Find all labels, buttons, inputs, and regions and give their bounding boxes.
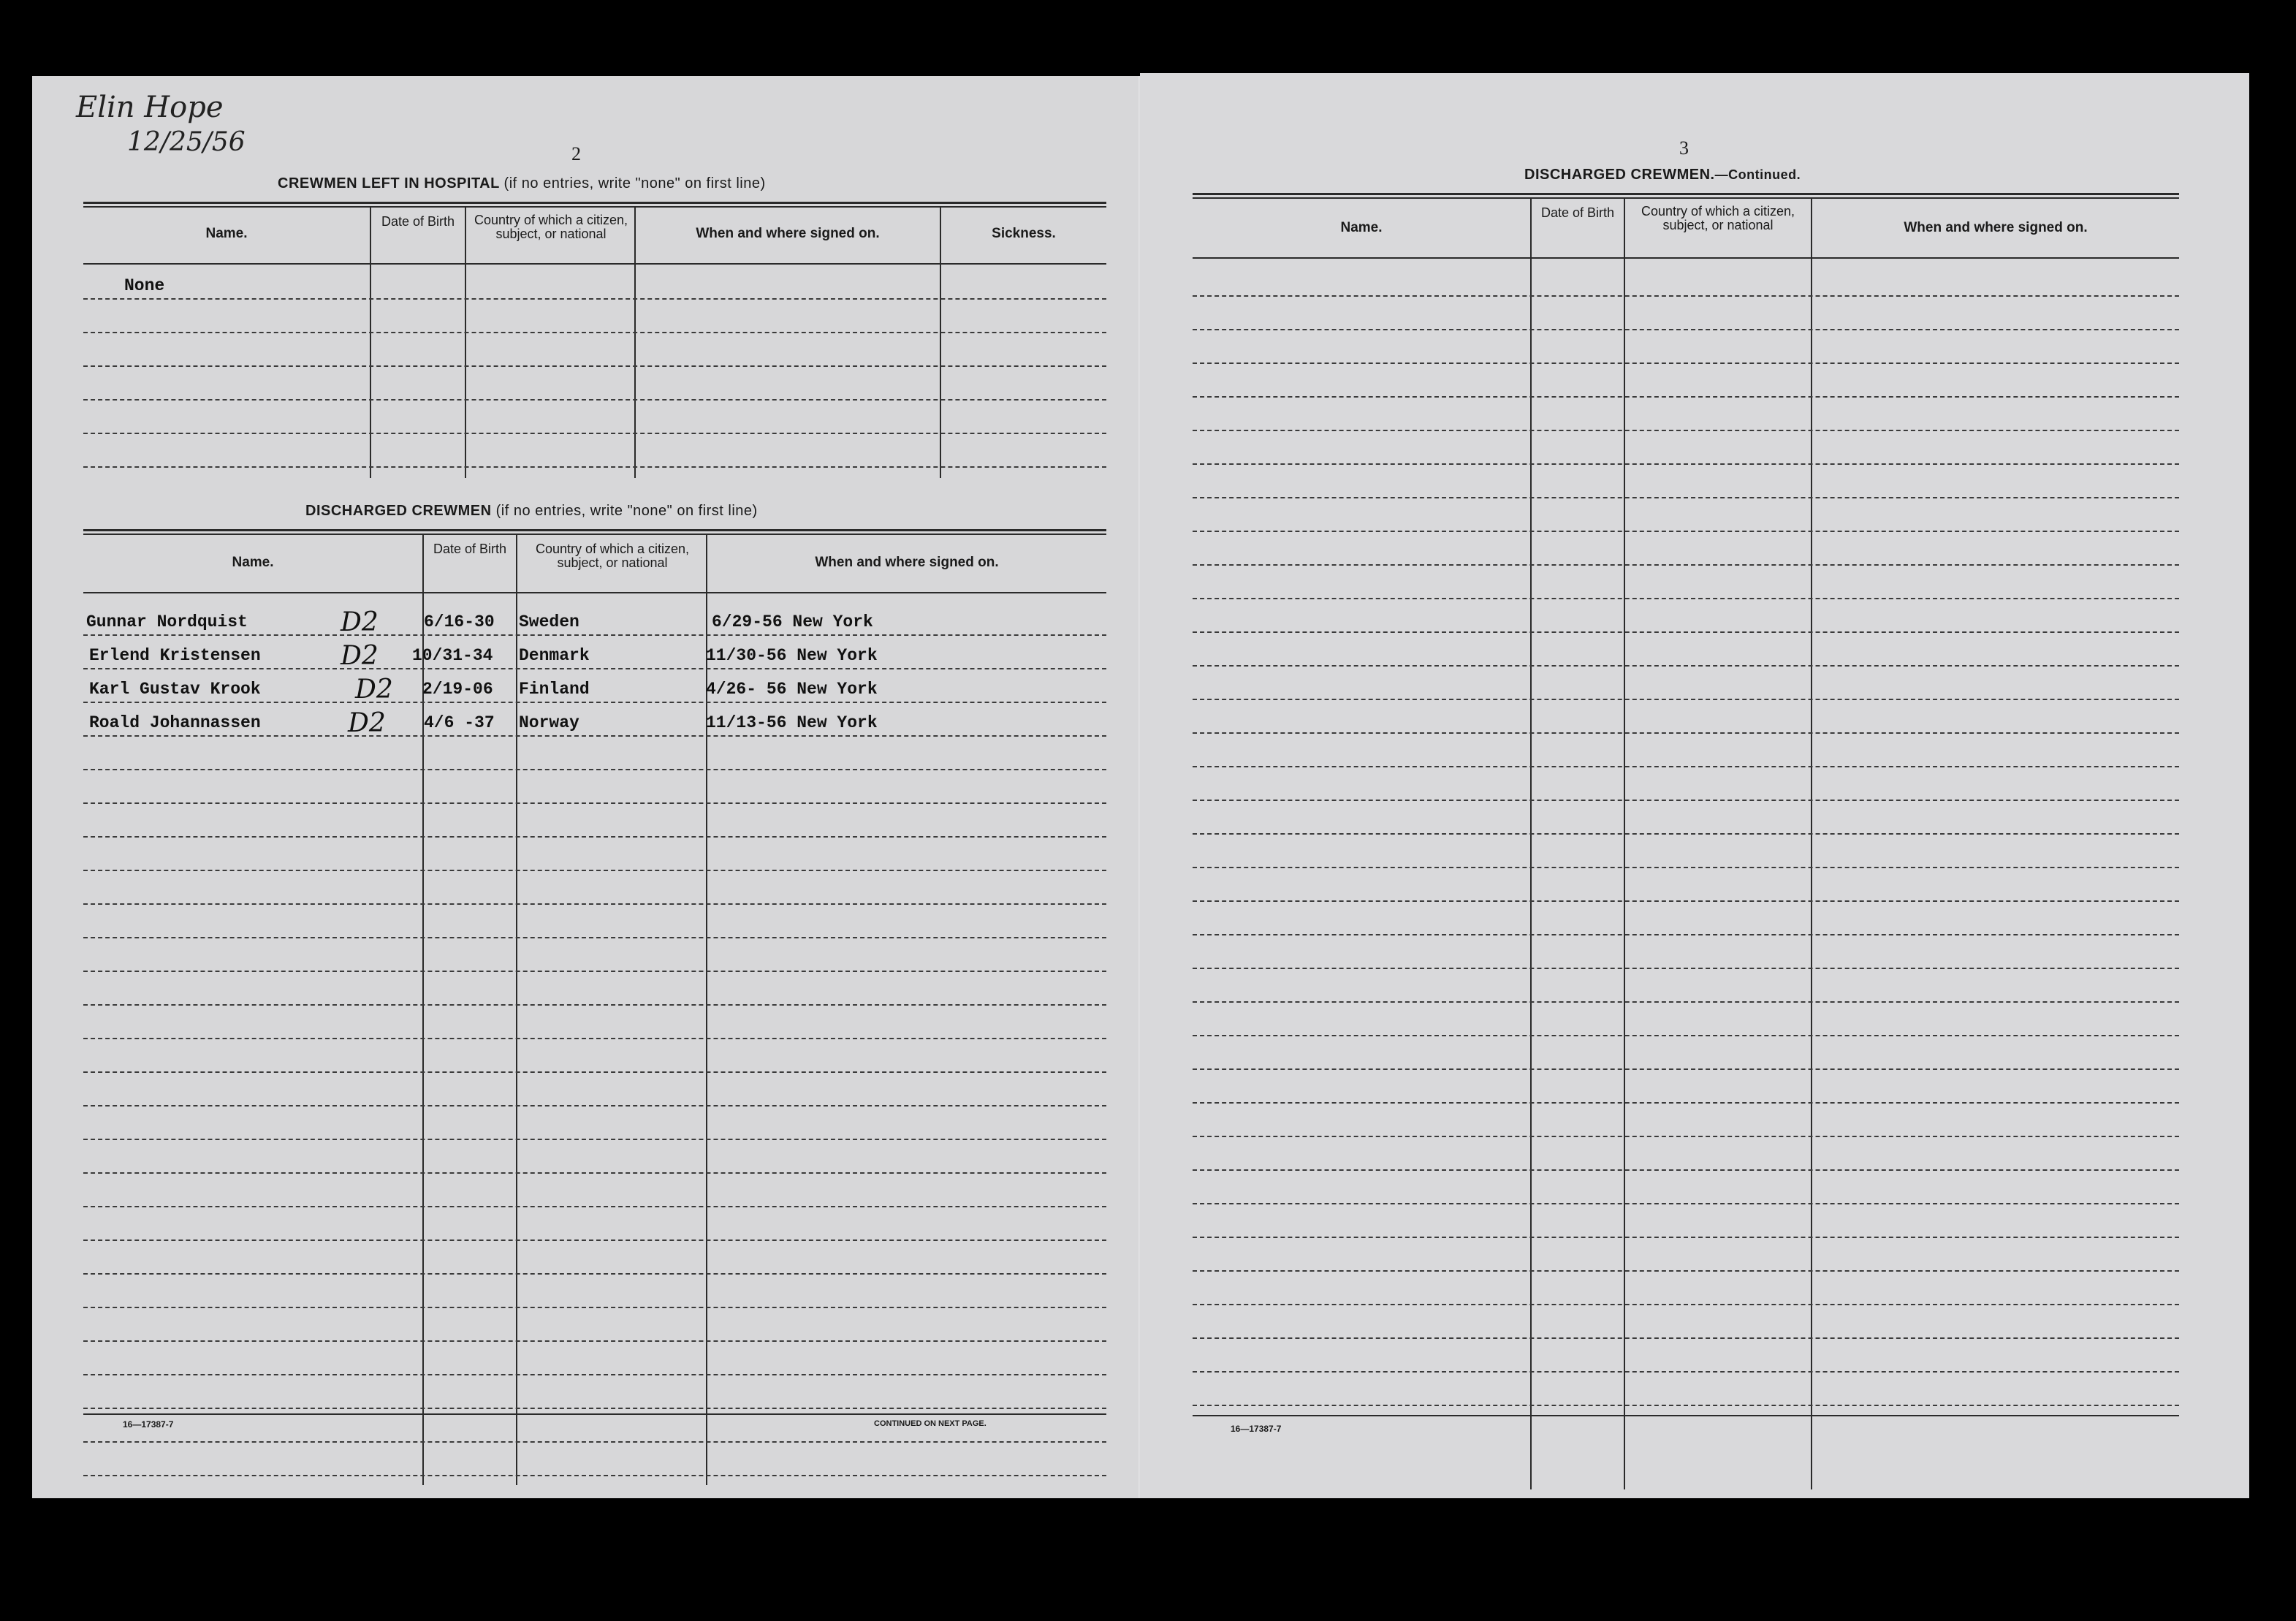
table-row <box>83 434 1106 468</box>
table-row <box>1193 801 2179 835</box>
crew-dob: 10/31-34 <box>412 646 493 665</box>
col-dob-header: Date of Birth <box>381 214 455 229</box>
table-row <box>1193 1238 2179 1272</box>
col-signed-header: When and where signed on. <box>815 555 999 570</box>
col-dob-header: Date of Birth <box>1540 205 1615 220</box>
table-row <box>83 1308 1106 1342</box>
hospital-section-title: CREWMEN LEFT IN HOSPITAL (if no entries, write "none" on first line) <box>278 175 766 191</box>
table-row <box>1193 935 2179 969</box>
crew-name: Roald Johannassen <box>89 713 261 732</box>
col-name-header: Name. <box>232 555 274 570</box>
table-row <box>1193 700 2179 734</box>
table-row <box>1193 1204 2179 1238</box>
col-country-header: Country of which a citizen, subject, or national <box>474 213 628 241</box>
left-page <box>32 76 1139 1498</box>
table-row <box>83 737 1106 770</box>
col-name-header: Name. <box>1340 220 1383 235</box>
discharge-mark: D2 <box>348 708 386 738</box>
table-row <box>83 1375 1106 1409</box>
table-row <box>1193 835 2179 868</box>
table-row <box>83 1140 1106 1174</box>
table-row <box>1193 465 2179 498</box>
table-row <box>83 938 1106 972</box>
table-row <box>1193 398 2179 431</box>
table-row <box>83 804 1106 838</box>
col-signed-header: When and where signed on. <box>696 226 880 241</box>
table-row <box>83 1241 1106 1275</box>
form-number: 16—17387-7 <box>1231 1424 1282 1434</box>
table-row <box>83 300 1106 333</box>
table-row <box>1193 599 2179 633</box>
table-row <box>83 265 1106 300</box>
col-sickness-header: Sickness. <box>992 226 1056 241</box>
table-row <box>83 1342 1106 1375</box>
handwritten-date: 12/25/56 <box>127 127 246 157</box>
crew-dob: 4/6 -37 <box>424 713 495 732</box>
table-row <box>83 1207 1106 1241</box>
table-row <box>83 838 1106 871</box>
table-row <box>83 636 1106 669</box>
table-row <box>1193 734 2179 767</box>
table-row <box>1193 667 2179 700</box>
table-row <box>83 770 1106 804</box>
table-row <box>1193 1305 2179 1339</box>
crew-country: Finland <box>519 680 590 699</box>
table-row <box>83 1174 1106 1207</box>
discharge-mark: D2 <box>341 607 379 637</box>
table-row <box>1193 1373 2179 1406</box>
crew-signed-on: 11/30-56 New York <box>706 646 878 665</box>
page-number: 3 <box>1679 137 1689 159</box>
table-row <box>1193 868 2179 902</box>
table-row <box>1193 1003 2179 1036</box>
table-row <box>1193 1036 2179 1070</box>
table-row <box>1193 498 2179 532</box>
hospital-rows <box>83 265 1106 468</box>
table-row <box>83 905 1106 938</box>
discharge-mark: D2 <box>355 675 393 705</box>
table-row <box>1193 259 2179 297</box>
crew-country: Denmark <box>519 646 590 665</box>
table-row <box>1193 431 2179 465</box>
table-row <box>1193 566 2179 599</box>
crew-signed-on: 11/13-56 New York <box>706 713 878 732</box>
discharged-section-title: DISCHARGED CREWMEN (if no entries, write "none" on first line) <box>305 503 758 519</box>
table-row <box>1193 1339 2179 1373</box>
handwritten-name: Elin Hope <box>76 91 224 124</box>
discharged-continued-title: DISCHARGED CREWMEN.—Continued. <box>1524 167 1801 183</box>
discharged-continued-rows <box>1193 259 2179 1406</box>
col-name-header: Name. <box>205 226 248 241</box>
table-row <box>83 1006 1106 1039</box>
table-row <box>1193 969 2179 1003</box>
continued-note: CONTINUED ON NEXT PAGE. <box>874 1419 987 1428</box>
table-row <box>83 703 1106 737</box>
table-row <box>83 1106 1106 1140</box>
table-row <box>1193 330 2179 364</box>
crew-country: Norway <box>519 713 579 732</box>
row-name: None <box>124 276 165 295</box>
table-row <box>83 1073 1106 1106</box>
col-country-header: Country of which a citizen, subject, or national <box>535 542 690 570</box>
discharged-rows <box>83 593 1106 1476</box>
col-dob-header: Date of Birth <box>433 542 507 556</box>
crew-name: Karl Gustav Krook <box>89 680 261 699</box>
table-row <box>83 367 1106 400</box>
crew-dob: 2/19-06 <box>422 680 493 699</box>
crew-signed-on: 4/26- 56 New York <box>706 680 878 699</box>
table-row <box>83 333 1106 367</box>
table-row <box>1193 633 2179 667</box>
table-row <box>1193 1171 2179 1204</box>
discharge-mark: D2 <box>341 641 379 671</box>
table-row <box>83 1275 1106 1308</box>
table-row <box>1193 1104 2179 1137</box>
col-country-header: Country of which a citizen, subject, or national <box>1641 204 1795 232</box>
table-row <box>1193 1070 2179 1104</box>
form-number: 16—17387-7 <box>123 1419 174 1430</box>
table-row <box>1193 532 2179 566</box>
table-row <box>83 871 1106 905</box>
table-row <box>83 972 1106 1006</box>
table-row <box>83 1039 1106 1073</box>
table-row <box>83 1443 1106 1476</box>
table-row <box>1193 364 2179 398</box>
table-row <box>1193 1137 2179 1171</box>
right-page <box>1140 73 2249 1498</box>
crew-country: Sweden <box>519 612 579 631</box>
table-row <box>83 593 1106 636</box>
crew-name: Gunnar Nordquist <box>86 612 248 631</box>
table-row <box>83 400 1106 434</box>
table-row <box>1193 902 2179 935</box>
table-row <box>1193 1272 2179 1305</box>
table-row <box>83 669 1106 703</box>
page-number: 2 <box>571 143 581 164</box>
crew-name: Erlend Kristensen <box>89 646 261 665</box>
table-row <box>1193 767 2179 801</box>
crew-dob: 6/16-30 <box>424 612 495 631</box>
crew-signed-on: 6/29-56 New York <box>712 612 873 631</box>
col-signed-header: When and where signed on. <box>1904 220 2088 235</box>
table-row <box>1193 297 2179 330</box>
